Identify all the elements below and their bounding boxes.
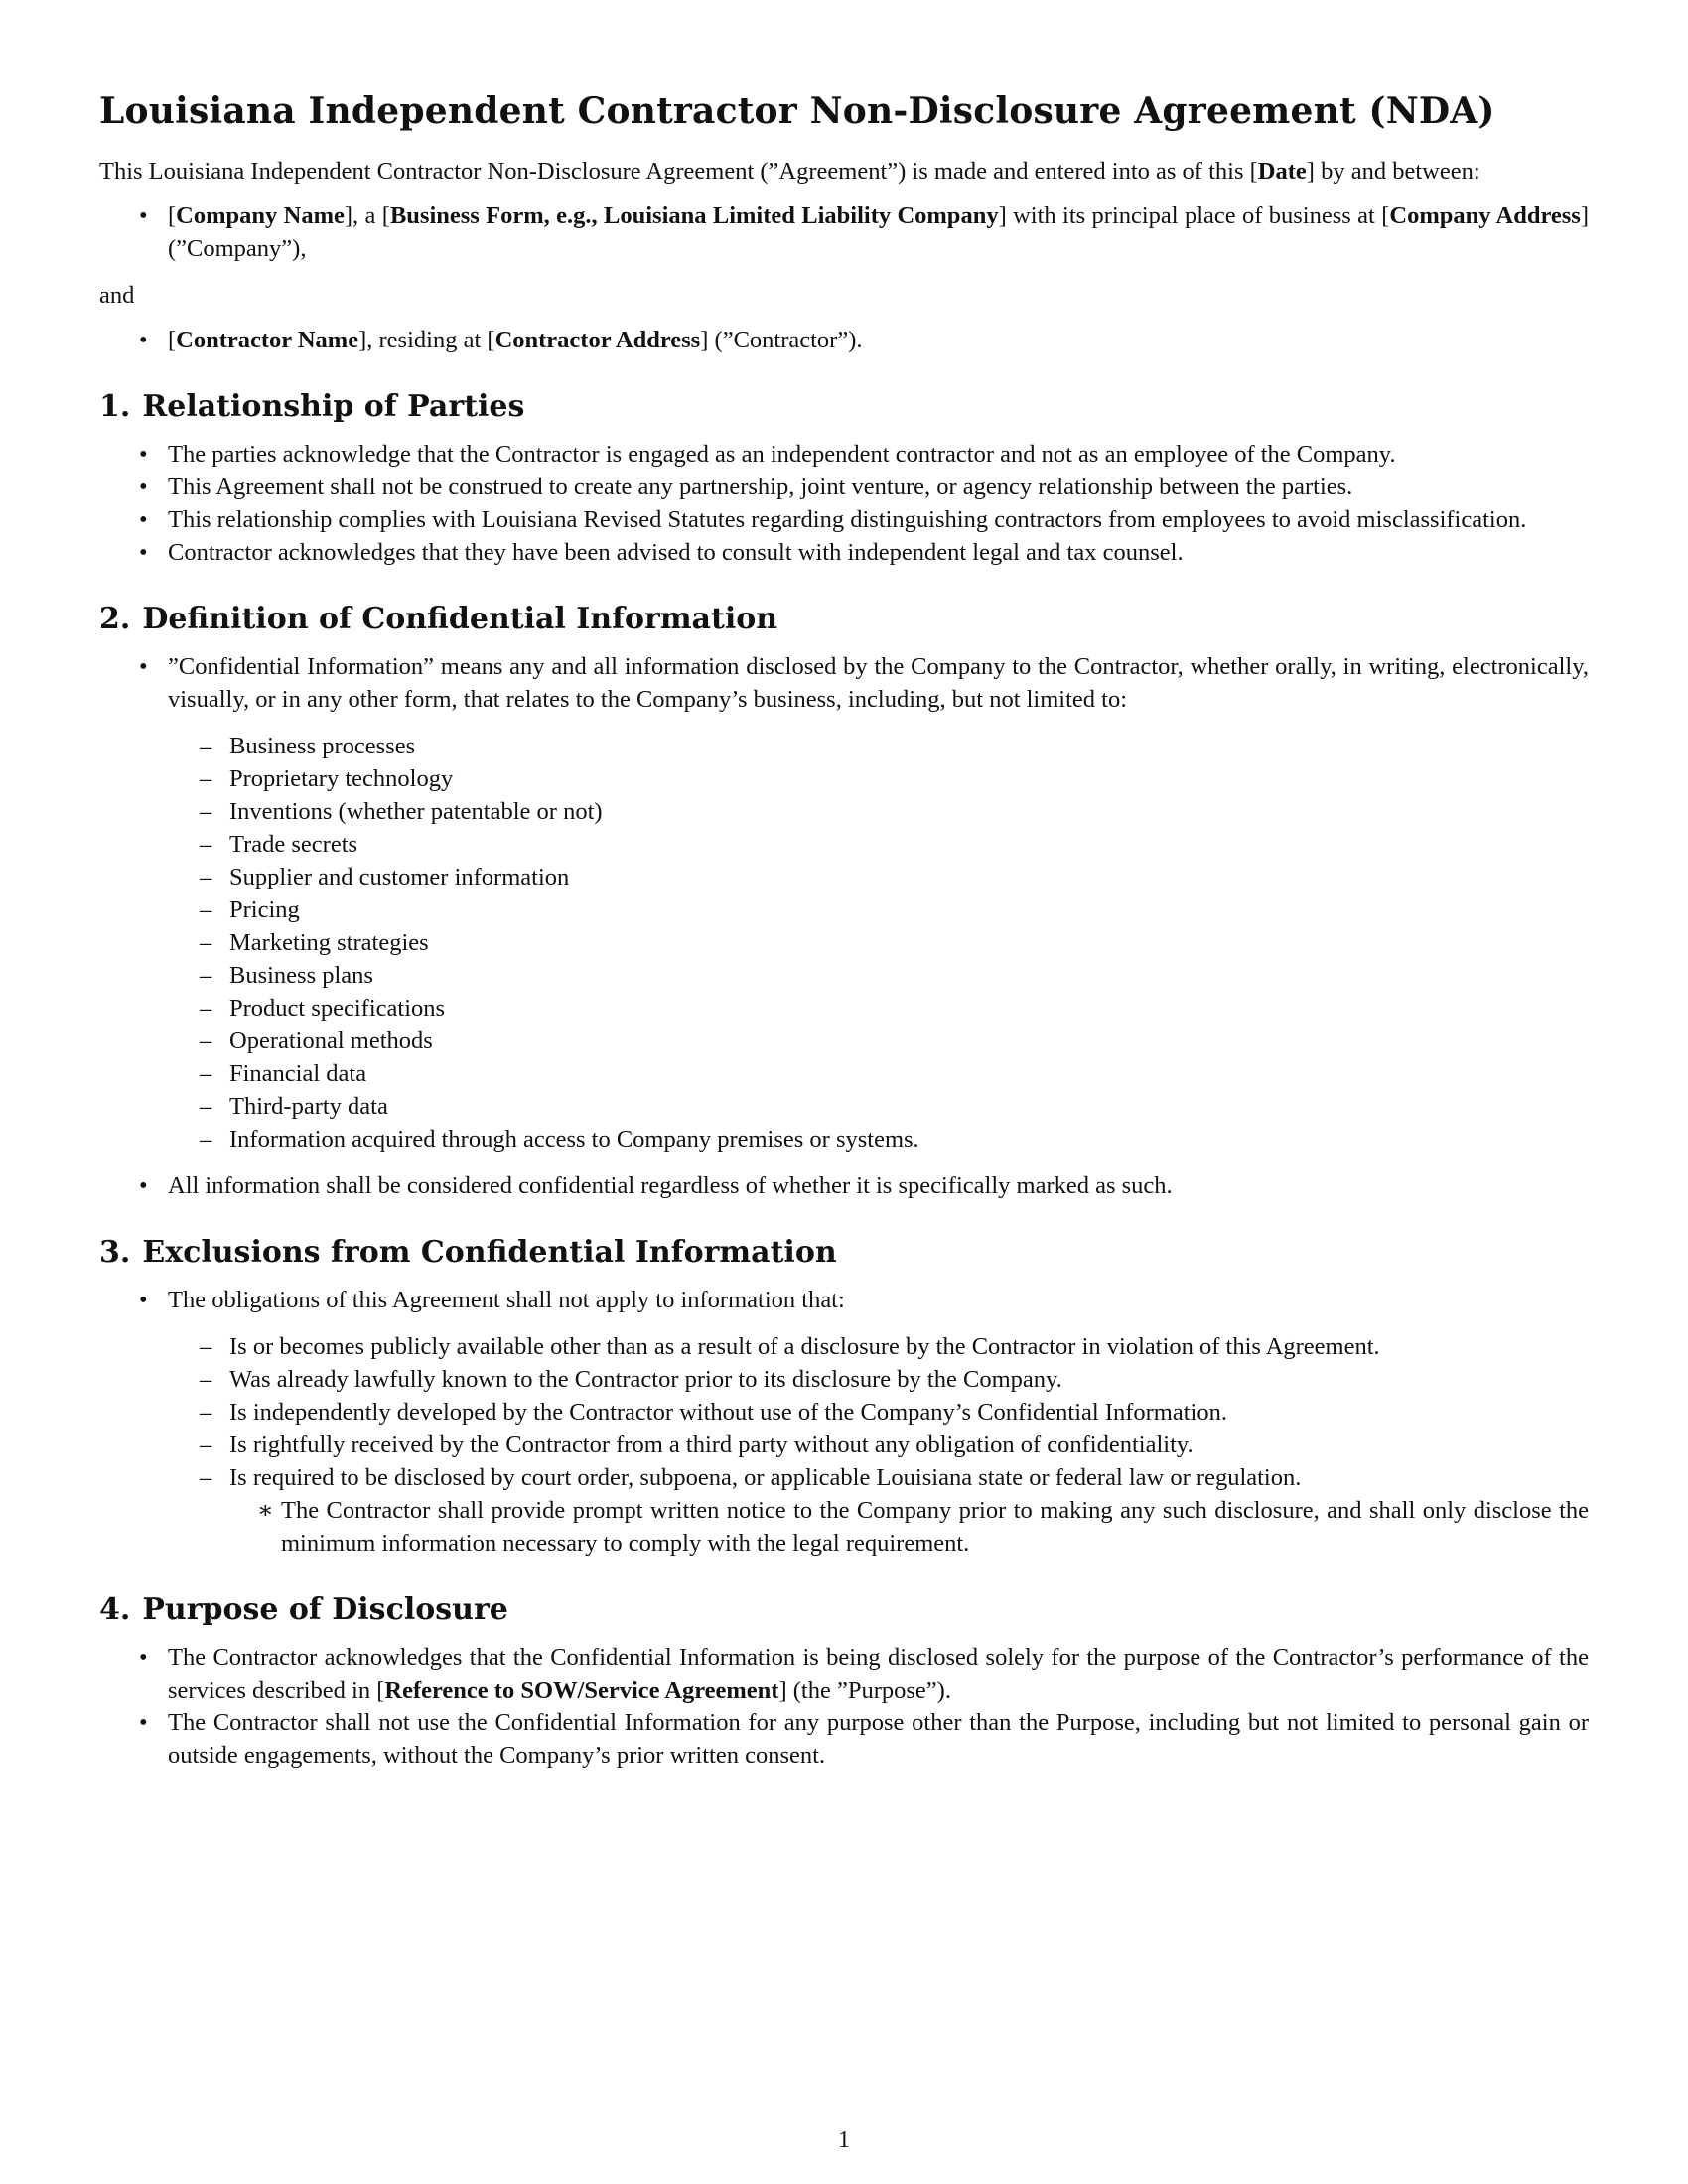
business-form-placeholder: Business Form, e.g., Louisiana Limited Liability Company [389,203,999,229]
sub-list-item: – Business processes [168,730,1589,762]
section-title: Relationship of Parties [142,389,525,424]
and-connector: and [99,282,135,309]
section-number: 3. [99,1235,131,1270]
section-heading-2 [99,601,1589,638]
list-item [99,1284,1589,1560]
sub-list-item: – Was already lawfully known to the Contractor prior to its disclosure by the Company. [168,1363,1589,1396]
list-item [99,650,1589,1156]
section-heading-1 [99,388,1589,426]
section-title: Purpose of Disclosure [142,1592,508,1627]
confidential-categories [168,730,1589,1156]
list-item: • The parties acknowledge that the Contractor is engaged as an independent contractor and not as an employee of the Company. [99,438,1589,471]
sub-list-item: – Supplier and customer information [168,861,1589,893]
section-title: Definition of Confidential Information [142,602,778,636]
sub-list-item [168,1461,1589,1560]
party-list-company [99,200,1589,265]
purpose-text-a: The Contractor acknowledges that the Confidential Information is being disclosed solely for the purpose of the Contractor’s performance of the services described in [168,1644,1589,1704]
intro-text: This Louisiana Independent Contractor Non-Disclosure Agreement (”Agreement”) is made and entered into as of this [99,158,1250,185]
company-address-placeholder: Company Address [1389,203,1581,229]
sub-sub-list-item: ∗ The Contractor shall provide prompt written notice to the Company prior to making any such disclosure, and shall only disclose the minimum information necessary to comply with the legal requirement. [229,1494,1589,1560]
section-number: 1. [99,389,131,424]
sub-list-item: – Marketing strategies [168,926,1589,959]
sub-list-item: – Financial data [168,1057,1589,1090]
party-company-tail: (”Company”), [168,235,307,262]
intro-after-date: by and between: [1314,158,1480,185]
contractor-name-placeholder: Contractor Name [176,327,359,353]
intro-paragraph: This Louisiana Independent Contractor Non-Disclosure Agreement (”Agreement”) is made and entered into as of this [Date] by and between: [99,158,1480,185]
list-item: • This relationship complies with Louisiana Revised Statutes regarding distinguishing contractors from employees to avoid misclassification. [99,503,1589,536]
exclusions-intro: The obligations of this Agreement shall not apply to information that: [168,1287,845,1313]
section-title: Exclusions from Confidential Information [142,1235,837,1270]
section-2-list [99,650,1589,1202]
sub-list-item-text: Is required to be disclosed by court order, subpoena, or applicable Louisiana state or federal law or regulation. [229,1464,1302,1491]
section-3-list [99,1284,1589,1560]
list-item: • The Contractor shall not use the Confidential Information for any purpose other than the Purpose, including but not limited to personal gain or outside engagements, without the Company’s prior written consent. [99,1706,1589,1772]
sow-reference-placeholder: Reference to SOW/Service Agreement [384,1677,779,1704]
document-page [99,89,1589,1786]
page-number: 1 [838,2127,850,2153]
sub-list-item: – Trade secrets [168,828,1589,861]
exclusions-list [168,1330,1589,1560]
section-heading-3 [99,1234,1589,1272]
sub-list-item: – Is independently developed by the Contractor without use of the Company’s Confidential Information. [168,1396,1589,1429]
party-contractor-tail: (”Contractor”). [708,327,863,353]
sub-list-item: – Pricing [168,893,1589,926]
section-number: 2. [99,602,131,636]
sub-list-item: – Is or becomes publicly available other than as a result of a disclosure by the Contractor in violation of this Agreement. [168,1330,1589,1363]
sub-list-item: – Proprietary technology [168,762,1589,795]
sub-list-item: – Business plans [168,959,1589,992]
list-item: • This Agreement shall not be construed to create any partnership, joint venture, or agency relationship between the parties. [99,471,1589,503]
section-number: 4. [99,1592,131,1627]
party-contractor: • [Contractor Name], residing at [Contractor Address] (”Contractor”). [99,324,1589,356]
section-1-list [99,438,1589,569]
sub-list-item: – Product specifications [168,992,1589,1024]
company-name-placeholder: Company Name [176,203,345,229]
list-item: • Contractor acknowledges that they have been advised to consult with independent legal and tax counsel. [99,536,1589,569]
list-item: • The Contractor acknowledges that the Confidential Information is being disclosed solely for the purpose of the Contractor’s performance of the services described in [Reference to SOW/Service Agreement] (the ”Purpose”). [99,1641,1589,1706]
section-heading-4 [99,1591,1589,1629]
party-company-sep1: , a [352,203,382,229]
purpose-text-b: (the ”Purpose”). [786,1677,951,1704]
party-company-sep2: with its principal place of business at [1006,203,1382,229]
party-contractor-sep1: , residing at [366,327,488,353]
party-company: • [Company Name], a [Business Form, e.g., Louisiana Limited Liability Company] with its principal place of business at [Company Address] (”Company”), [99,200,1589,265]
document-title: Louisiana Independent Contractor Non-Disclosure Agreement (NDA) [99,90,1495,132]
party-list-contractor [99,324,1589,356]
legal-disclosure-note [229,1494,1589,1560]
sub-list-item: – Information acquired through access to Company premises or systems. [168,1123,1589,1156]
section-4-list [99,1641,1589,1772]
sub-list-item: – Third-party data [168,1090,1589,1123]
list-item: • All information shall be considered confidential regardless of whether it is specifically marked as such. [99,1169,1589,1202]
sub-list-item: – Operational methods [168,1024,1589,1057]
sub-list-item: – Inventions (whether patentable or not) [168,795,1589,828]
definition-text: ”Confidential Information” means any and all information disclosed by the Company to the Contractor, whether orally, in writing, electronically, visually, or in any other form, that relates to the Company’s business, including, but not limited to: [168,653,1589,713]
contractor-address-placeholder: Contractor Address [494,327,701,353]
sub-list-item: – Is rightfully received by the Contractor from a third party without any obligation of confidentiality. [168,1429,1589,1461]
date-placeholder: Date [1257,158,1307,185]
